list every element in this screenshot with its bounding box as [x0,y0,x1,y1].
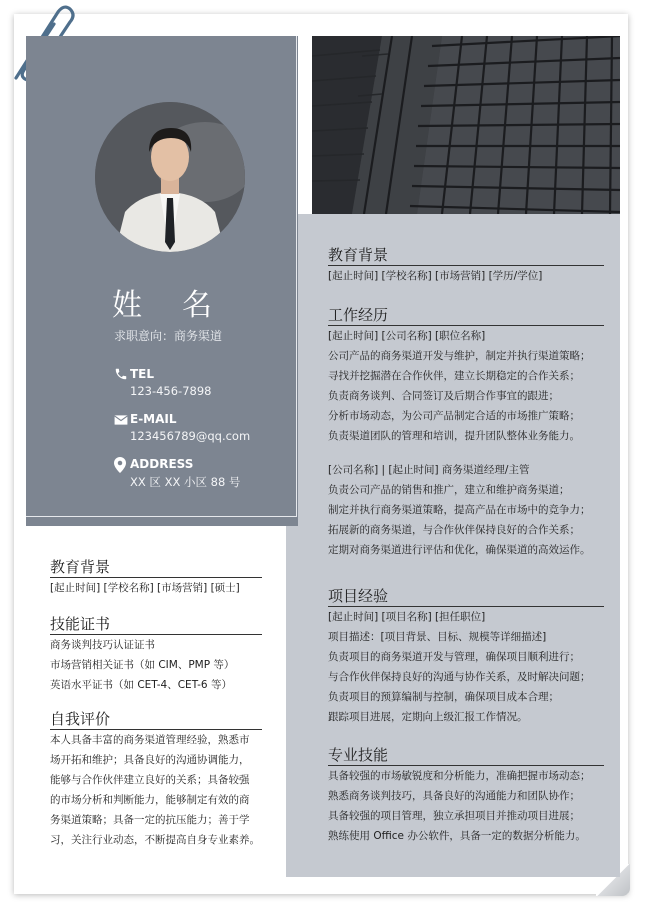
tel-value: 123-456-7898 [130,384,212,398]
self-eval-line: 习，关注行业动态，不断提高自身专业素养。 [50,834,260,846]
work-line: 制定并执行商务渠道策略，提高产品在市场中的竞争力； [328,504,591,516]
project-line: [起止时间] [项目名称] [担任职位] [328,611,486,623]
section-title: 自我评价 [50,710,111,728]
tel-label: TEL [130,367,155,381]
candidate-name: 姓名 [112,288,252,323]
work-line: 负责公司产品的销售和推广，建立和维护商务渠道； [328,484,570,496]
work-line: 负责渠道团队的管理和培训，提升团队整体业务能力。 [328,430,580,442]
self-eval-line: 的市场分析和判断能力，能够制定有效的商 [50,794,250,806]
project-line: 负责项目的预算编制与控制，确保项目成本合理； [328,691,559,703]
section-title: 项目经验 [328,587,389,605]
work-line: 寻找并挖掘潜在合作伙伴，建立长期稳定的合作关系； [328,370,580,382]
education-line: [起止时间] [学校名称] [市场营销] [硕士] [50,582,240,594]
work-line: 定期对商务渠道进行评估和优化，确保渠道的高效运作。 [328,544,591,556]
work-line: 公司产品的商务渠道开发与维护，制定并执行渠道策略； [328,350,591,362]
job-intent: 求职意向：商务渠道 [114,329,223,343]
avatar [95,102,245,252]
project-line: 跟踪项目进展，定期向上级汇报工作情况。 [328,711,528,723]
self-eval-line: 场开拓和维护；具备良好的沟通协调能力， [50,754,250,766]
project-experience-section [328,586,604,727]
skill-line: 具备较强的项目管理，独立承担项目并推动项目进展； [328,810,580,822]
left-education-section [50,557,262,598]
address-value: XX 区 XX 小区 88 号 [130,475,241,489]
skill-line: 熟练使用 Office 办公软件，具备一定的数据分析能力。 [328,830,586,842]
left-certificates-section [50,614,262,695]
work-experience-section [328,305,604,560]
section-title: 专业技能 [328,746,389,764]
work-line: 分析市场动态，为公司产品制定合适的市场推广策略； [328,410,580,422]
project-line: 项目描述：[项目背景、目标、规模等详细描述] [328,631,547,643]
certificate-line: 英语水平证书（如 CET-4、CET-6 等） [50,679,232,691]
work-line: [公司名称] | [起止时间] 商务渠道经理/主管 [328,464,530,476]
section-title: 工作经历 [328,306,389,324]
certificate-line: 商务谈判技巧认证证书 [50,639,155,651]
address-label: ADDRESS [130,457,194,471]
section-title: 技能证书 [50,615,111,633]
certificate-line: 市场营销相关证书（如 CIM、PMP 等） [50,659,235,671]
section-title: 教育背景 [328,246,389,264]
work-line: [起止时间] [公司名称] [职位名称] [328,330,486,342]
location-pin-icon [114,457,126,473]
project-line: 与合作伙伴保持良好的沟通与协作关系，及时解决问题； [328,671,591,683]
self-eval-line: 能够与合作伙伴建立良好的关系；具备较强 [50,774,250,786]
work-line: 拓展新的商务渠道，与合作伙伴保持良好的合作关系； [328,524,580,536]
mail-icon [114,414,128,426]
skill-line: 熟悉商务谈判技巧，具备良好的沟通能力和团队协作； [328,790,580,802]
education-line: [起止时间] [学校名称] [市场营销] [学历/学位] [328,270,543,282]
contact-email [114,412,294,446]
work-line: 负责商务谈判、合同签订及后期合作事宜的跟进； [328,390,559,402]
phone-icon [114,367,128,381]
email-label: E-MAIL [130,412,177,426]
contact-tel [114,367,294,401]
self-eval-line: 本人具备丰富的商务渠道管理经验，熟悉市 [50,734,250,746]
self-eval-line: 务渠道策略；具备一定的抗压能力；善于学 [50,814,250,826]
section-title: 教育背景 [50,558,111,576]
left-self-eval-section [50,709,262,850]
email-value: 123456789@qq.com [130,429,251,443]
professional-skills-section [328,745,604,846]
project-line: 负责项目的商务渠道开发与管理，确保项目顺利进行； [328,651,580,663]
right-education-section [328,245,604,286]
skill-line: 具备较强的市场敏锐度和分析能力，准确把握市场动态； [328,770,591,782]
contact-address [114,457,294,491]
building-photo [312,36,620,214]
